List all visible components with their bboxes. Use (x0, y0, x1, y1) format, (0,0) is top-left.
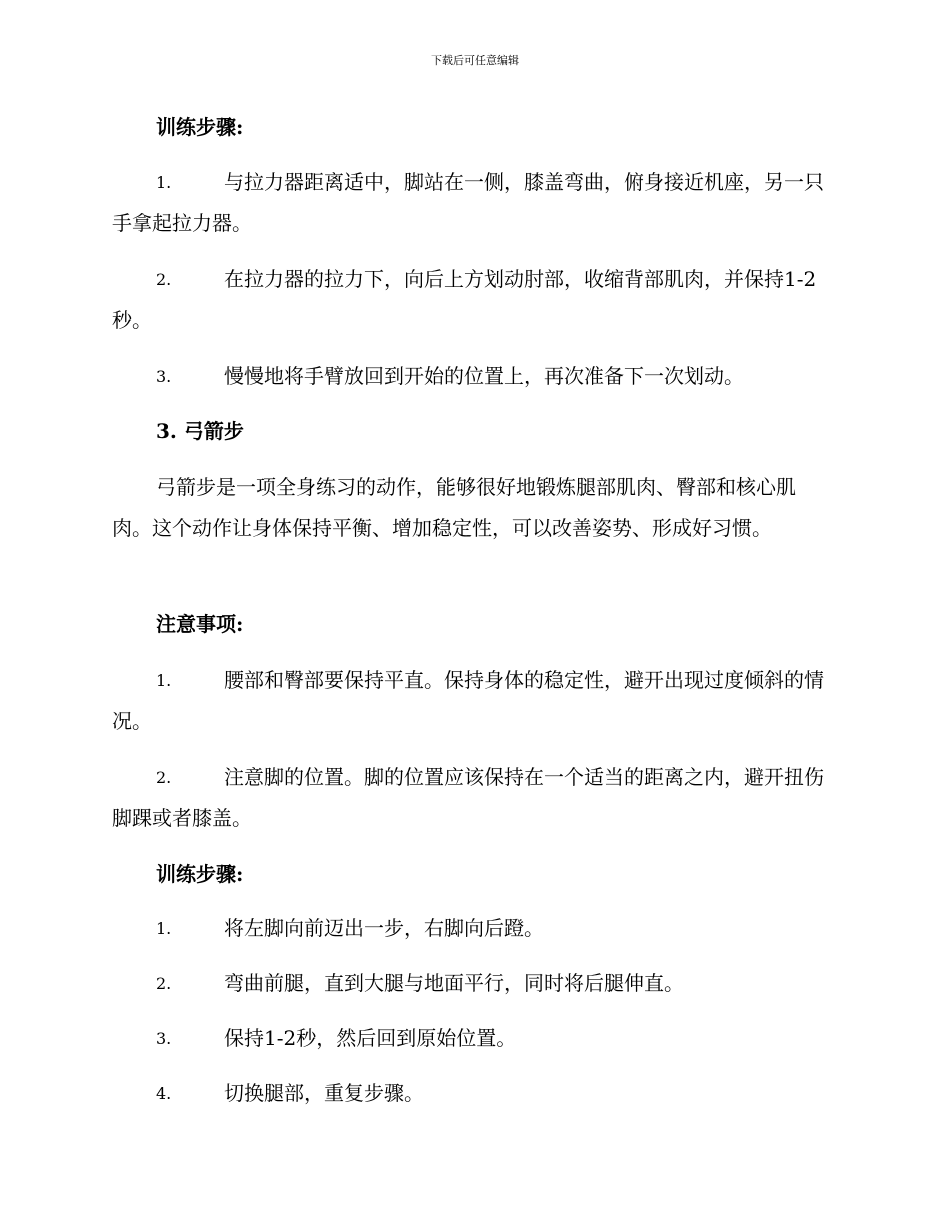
list-item-number: 2. (156, 974, 172, 993)
section-heading-notes: 注意事项: (156, 612, 244, 636)
list-item-text: 保持1-2秒，然后回到原始位置。 (224, 1026, 517, 1050)
section-heading-lunge: 3. 弓箭步 (156, 419, 244, 443)
list-item (112, 356, 832, 397)
list-item-text: 腰部和臀部要保持平直。保持身体的稳定性，避开出现过度倾斜的情况。 (112, 668, 824, 733)
list-item-number: 1. (156, 173, 172, 192)
list-item-text: 与拉力器距离适中，脚站在一侧，膝盖弯曲，俯身接近机座，另一只手拿起拉力器。 (112, 170, 824, 235)
list-item (112, 963, 832, 1004)
list-item (112, 660, 832, 742)
list-item-text: 切换腿部，重复步骤。 (224, 1081, 424, 1105)
list-item-number: 1. (156, 919, 172, 938)
list-item (112, 259, 832, 341)
list-item-number: 3. (156, 367, 172, 386)
list-item-number: 2. (156, 270, 172, 289)
list-item-number: 3. (156, 1029, 172, 1048)
list-item (112, 757, 832, 839)
list-item-number: 2. (156, 768, 172, 787)
list-item (112, 1073, 832, 1114)
list-item-text: 将左脚向前迈出一步，右脚向后蹬。 (224, 916, 544, 940)
list-item (112, 162, 832, 244)
list-item-text: 在拉力器的拉力下，向后上方划动肘部，收缩背部肌肉，并保持1-2秒。 (112, 267, 817, 332)
page-header: 下载后可任意编辑 (431, 54, 519, 67)
list-item-number: 1. (156, 671, 172, 690)
lunge-intro-paragraph: 弓箭步是一项全身练习的动作，能够很好地锻炼腿部肌肉、臀部和核心肌肉。这个动作让身体保持平衡、增加稳定性，可以改善姿势、形成好习惯。 (112, 475, 796, 540)
list-item-number: 4. (156, 1084, 172, 1103)
list-item (112, 908, 832, 949)
list-item (112, 1018, 832, 1059)
list-item-text: 注意脚的位置。脚的位置应该保持在一个适当的距离之内，避开扭伤脚踝或者膝盖。 (112, 765, 824, 830)
list-item-text: 慢慢地将手臂放回到开始的位置上，再次准备下一次划动。 (224, 364, 744, 388)
section-heading-training-steps: 训练步骤: (156, 115, 244, 139)
section-heading-training-steps: 训练步骤: (156, 862, 244, 886)
list-item-text: 弯曲前腿，直到大腿与地面平行，同时将后腿伸直。 (224, 971, 684, 995)
